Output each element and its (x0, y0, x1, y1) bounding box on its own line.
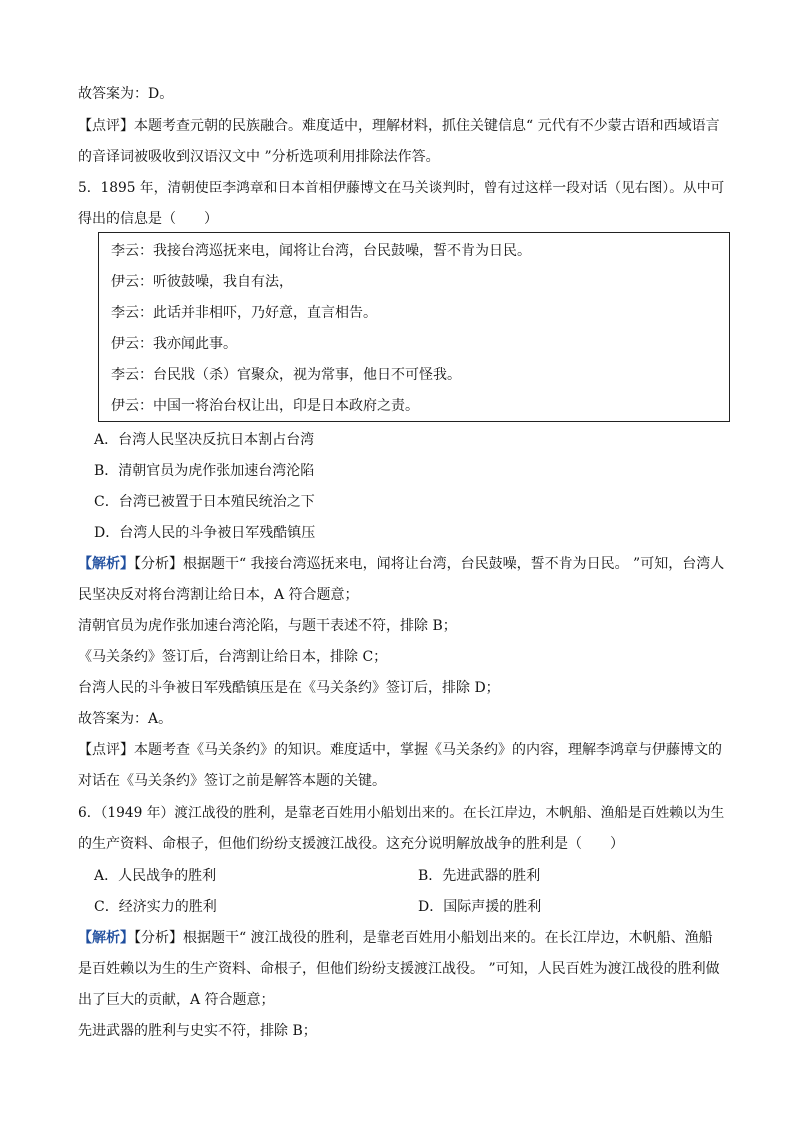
q5-dialog-box (98, 232, 730, 422)
q5-analysis-line-2: 民坚决反对将台湾割让给日本，A 符合题意； (78, 587, 359, 603)
q5-stem-line-1: 5．1895 年，清朝使臣李鸿章和日本首相伊藤博文在马关谈判时，曾有过这样一段对话（见右图）。从中可 (78, 180, 725, 196)
comment-tag: 【点评】 (78, 118, 134, 134)
prev-comment-line-1: 【点评】本题考查元朝的民族融合。难度适中，理解材料，抓住关键信息“ 元代有不少蒙古语和西域语言 (78, 118, 720, 134)
q5-option-c: C．台湾已被置于日本殖民统治之下 (94, 494, 315, 510)
q6-analysis-line-2: 是百姓赖以为生的生产资料、命根子，但他们纷纷支援渡江战役。 ”可知，人民百姓为渡江战役的胜利做 (78, 961, 720, 977)
q6-stem-line-2: 的生产资料、命根子，但他们纷纷支援渡江战役。这充分说明解放战争的胜利是（ ） (78, 836, 624, 852)
q5-analysis-line-4: 《马关条约》签订后，台湾割让给日本，排除 C； (78, 649, 388, 665)
q5-comment-line-1: 【点评】本题考查《马关条约》的知识。难度适中，掌握《马关条约》的内容，理解李鸿章与伊藤博文的 (78, 742, 722, 758)
dialog-line: 伊云：我亦闻此事。 (111, 336, 237, 352)
q5-comment-line-2: 对话在《马关条约》签订之前是解答本题的关键。 (78, 773, 386, 789)
q6-stem-line-1: 6．（1949 年）渡江战役的胜利，是靠老百姓用小船划出来的。在长江岸边，木帆船、渔船是百姓赖以为生 (78, 805, 725, 821)
q5-option-a: A．台湾人民坚决反抗日本割占台湾 (94, 432, 315, 448)
q5-analysis-line-1: 【解析】【分析】根据题干“ 我接台湾巡抚来电，闻将让台湾，台民鼓噪，誓不肯为日民。 ”可知，台湾人 (78, 556, 725, 572)
q6-analysis-line-1: 【解析】【分析】根据题干“ 渡江战役的胜利，是靠老百姓用小船划出来的。在长江岸边，木帆船、渔船 (78, 930, 713, 946)
q5-stem-line-2: 得出的信息是（ ） (78, 211, 218, 227)
q5-option-d: D．台湾人民的斗争被日军残酷镇压 (94, 525, 316, 541)
dialog-line: 李云：我接台湾巡抚来电，闻将让台湾，台民鼓噪，誓不肯为日民。 (111, 243, 531, 259)
analysis-tag: 【解析】 (78, 930, 134, 946)
dialog-line: 李云：此话并非相吓，乃好意，直言相告。 (111, 305, 377, 321)
q6-analysis-line-3: 出了巨大的贡献，A 符合题意； (78, 992, 275, 1008)
dialog-line: 李云：台民戕（杀）官聚众，视为常事，他日不可怪我。 (111, 367, 461, 383)
q6-option-b: B．先进武器的胜利 (418, 868, 541, 884)
comment-tag: 【点评】 (78, 742, 134, 758)
q6-option-a: A．人民战争的胜利 (94, 868, 217, 884)
q6-option-c: C．经济实力的胜利 (94, 899, 217, 915)
q5-analysis-line-3: 清朝官员为虎作张加速台湾沦陷，与题干表述不符，排除 B； (78, 618, 457, 634)
analysis-tag: 【解析】 (78, 556, 134, 572)
q6-option-d: D．国际声援的胜利 (418, 899, 542, 915)
dialog-line: 伊云：中国一将治台权让出，印是日本政府之责。 (111, 398, 419, 414)
dialog-line: 伊云：听彼鼓噪，我自有法， (111, 274, 293, 290)
prev-answer: 故答案为：D。 (78, 86, 174, 102)
prev-comment-line-2: 的音译词被吸收到汉语汉文中 ”分析选项利用排除法作答。 (78, 149, 440, 165)
q5-answer: 故答案为：A。 (78, 711, 173, 727)
q5-analysis-line-5: 台湾人民的斗争被日军残酷镇压是在《马关条约》签订后，排除 D； (78, 680, 500, 696)
q5-option-b: B．清朝官员为虎作张加速台湾沦陷 (94, 463, 315, 479)
q6-analysis-line-4: 先进武器的胜利与史实不符，排除 B； (78, 1023, 317, 1039)
